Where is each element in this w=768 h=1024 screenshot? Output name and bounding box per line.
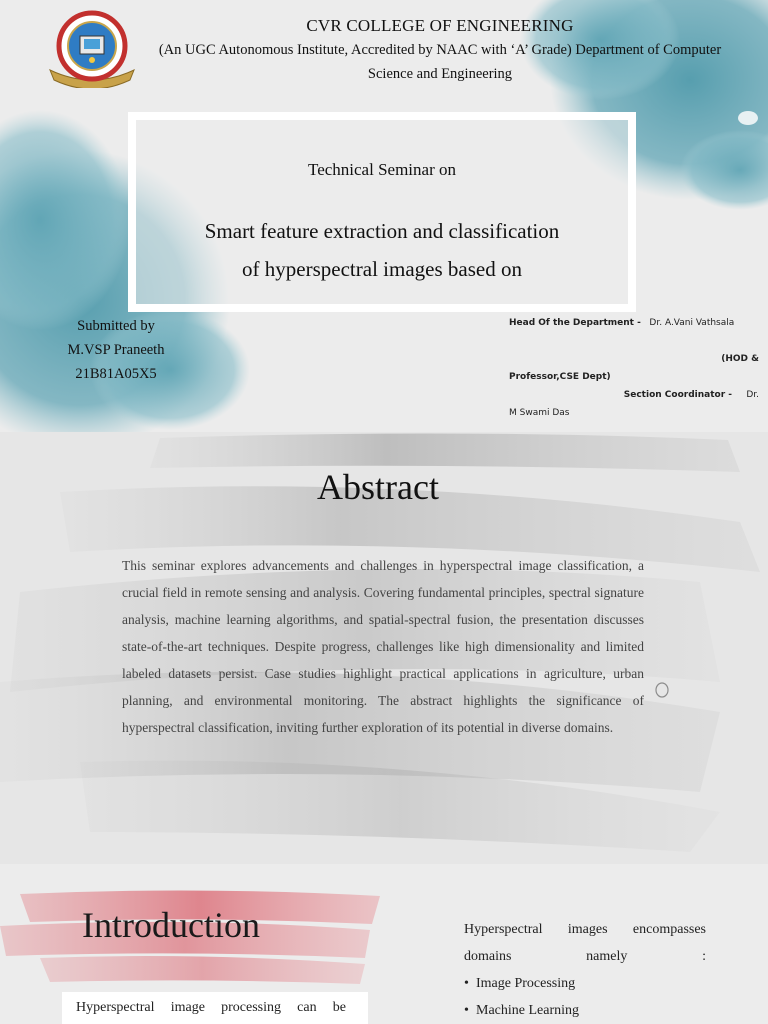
coordinator-name-1: Dr. bbox=[746, 390, 759, 400]
domains-list bbox=[464, 970, 706, 1024]
submitted-by-block bbox=[52, 314, 180, 386]
seminar-label: Technical Seminar on bbox=[308, 160, 456, 179]
title-frame bbox=[128, 112, 636, 312]
introduction-right-column bbox=[464, 916, 706, 1024]
list-item bbox=[464, 970, 706, 997]
seminar-title-line-1: Smart feature extraction and classification bbox=[204, 219, 560, 243]
seminar-title-line-2: of hyperspectral images based on bbox=[242, 257, 522, 281]
introduction-heading: Introduction bbox=[82, 905, 260, 945]
hod-designation-2: Professor,CSE Dept) bbox=[509, 372, 611, 382]
college-name: CVR COLLEGE OF ENGINEERING bbox=[306, 16, 574, 35]
faculty-block bbox=[509, 314, 759, 422]
abstract-slide bbox=[0, 432, 768, 864]
hod-row bbox=[509, 314, 759, 332]
list-item-label: Machine Learning bbox=[476, 1003, 580, 1018]
seminar-title bbox=[136, 212, 628, 288]
introduction-left-text: Hyperspectral image processing can be bbox=[76, 1000, 346, 1015]
college-subtitle: (An UGC Autonomous Institute, Accredited by NAAC with ‘A’ Grade) Department of Computer Science and Engineering bbox=[158, 42, 722, 82]
list-item-label: Image Processing bbox=[476, 976, 576, 991]
introduction-slide bbox=[0, 864, 768, 1024]
college-logo bbox=[44, 8, 140, 88]
submitted-by-label: Submitted by bbox=[77, 318, 155, 334]
college-header bbox=[140, 16, 740, 86]
hod-designation-row bbox=[509, 350, 759, 368]
coordinator-label: Section Coordinator - bbox=[623, 390, 733, 400]
hod-designation-1: (HOD & bbox=[721, 354, 759, 364]
coordinator-row-2 bbox=[509, 404, 759, 422]
abstract-body: This seminar explores advancements and challenges in hyperspectral image classification, a crucial field in remote sensing and analysis. Covering fundamental principles, spectral signature analysis, machine learning algorithms, and spatial-spectral fusion, the presentation discusses state-of-the-art techniques. Despite progress, challenges like high dimensionality and limited labeled datasets persist. Case studies highlight practical applications in agriculture, urban planning, and environmental monitoring. The abstract highlights the significance of hyperspectral classification, inviting further exploration of its potential in diverse domains. bbox=[122, 558, 644, 735]
domains-lead-text: Hyperspectral images encompasses domains namely : bbox=[464, 922, 706, 964]
hod-name: Dr. A.Vani Vathsala bbox=[649, 318, 735, 328]
roll-number: 21B81A05X5 bbox=[75, 366, 157, 382]
abstract-heading: Abstract bbox=[317, 467, 439, 507]
bullet-icon: • bbox=[464, 976, 469, 991]
hod-designation-row-2 bbox=[509, 368, 759, 386]
hod-label: Head Of the Department - bbox=[509, 318, 641, 328]
title-slide bbox=[0, 0, 768, 432]
list-item bbox=[464, 997, 706, 1024]
student-name: M.VSP Praneeth bbox=[67, 342, 165, 358]
bullet-icon: • bbox=[464, 1003, 469, 1018]
coordinator-name-2: M Swami Das bbox=[509, 408, 570, 418]
coordinator-row bbox=[509, 386, 759, 404]
